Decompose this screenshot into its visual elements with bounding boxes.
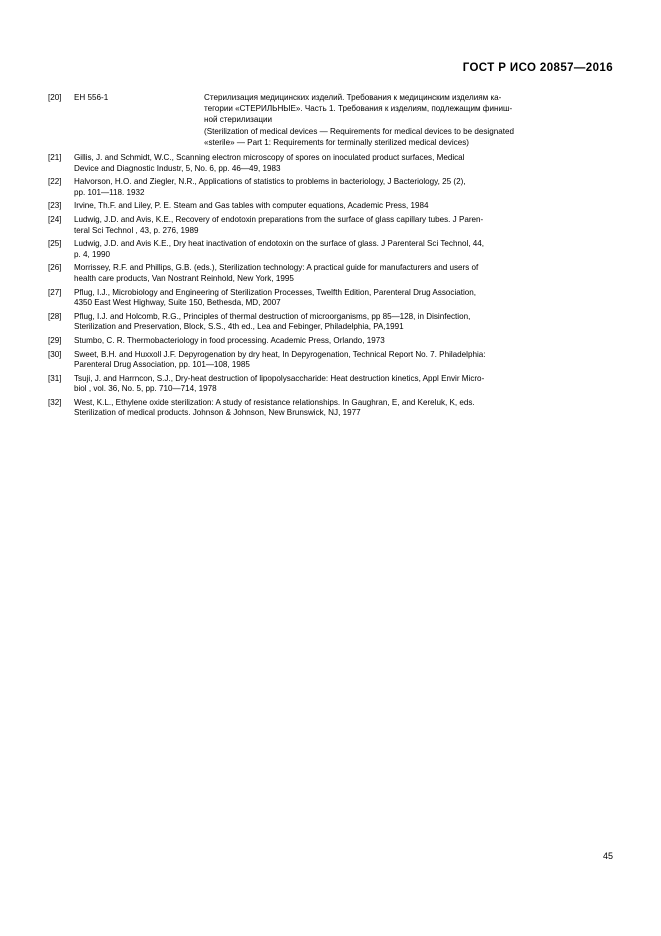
reference-text	[204, 92, 613, 148]
reference-number: [22]	[48, 177, 62, 187]
reference-line: Stumbo, C. R. Thermobacteriology in food processing. Academic Press, Orlando, 1973	[74, 335, 385, 345]
reference-text	[74, 288, 613, 309]
references-list	[48, 92, 613, 422]
reference-number: [26]	[48, 263, 62, 273]
reference-text	[74, 239, 613, 260]
reference-text	[74, 153, 613, 174]
reference-line: Tsuji, J. and Harrncon, S.J., Dry-heat destruction of lipopolysaccharide: Heat destruction kinetics, Appl Envir Micro-	[74, 373, 485, 383]
reference-text	[74, 350, 613, 371]
reference-number: [32]	[48, 397, 62, 407]
reference-line: biol , vol. 36, No. 5, pp. 710—714, 1978	[74, 384, 217, 394]
reference-text	[74, 201, 613, 212]
reference-item	[48, 177, 613, 198]
reference-item	[48, 201, 613, 212]
reference-line: Sweet, B.H. and Huxxoll J.F. Depyrogenation by dry heat, In Depyrogenation, Technical Report No. 7. Philadelphia:	[74, 349, 486, 359]
reference-text	[74, 263, 613, 284]
reference-line: teral Sci Technol , 43, p. 276, 1989	[74, 225, 199, 235]
reference-line: health care products, Van Nostrant Reinhold, New York, 1995	[74, 273, 294, 283]
reference-item	[48, 336, 613, 347]
reference-text	[74, 374, 613, 395]
reference-line: тегории «СТЕРИЛЬНЫЕ». Часть 1. Требования к изделиям, подлежащим финиш-	[204, 104, 513, 114]
reference-line: Ludwig, J.D. and Avis K.E., Dry heat inactivation of endotoxin on the surface of glass. J Parenteral Sci Technol, 44,	[74, 239, 485, 249]
reference-line: Device and Diagnostic Industr, 5, No. 6, pp. 46—49, 1983	[74, 163, 281, 173]
reference-text	[74, 215, 613, 236]
reference-number: [21]	[48, 153, 62, 163]
reference-line: Gillis, J. and Schmidt, W.C., Scanning electron microscopy of spores on inoculated product surfaces, Medical	[74, 153, 465, 163]
reference-line: Стерилизация медицинских изделий. Требования к медицинским изделиям ка-	[204, 93, 502, 102]
reference-line: «sterile» — Part 1: Requirements for terminally sterilized medical devices)	[204, 137, 469, 147]
reference-item	[48, 374, 613, 395]
reference-text	[74, 312, 613, 333]
reference-line: Morrissey, R.F. and Phillips, G.B. (eds.), Sterilization technology: A practical guide for manufacturers and users of	[74, 263, 479, 273]
reference-number: [30]	[48, 349, 62, 359]
page-header-standard-title: ГОСТ Р ИСО 20857—2016	[462, 62, 613, 74]
reference-text	[74, 177, 613, 198]
reference-item	[48, 239, 613, 260]
reference-item	[48, 350, 613, 371]
reference-item	[48, 215, 613, 236]
reference-item	[48, 153, 613, 174]
reference-number: [25]	[48, 239, 62, 249]
reference-item	[48, 263, 613, 284]
reference-number: [31]	[48, 373, 62, 383]
reference-number: [28]	[48, 311, 62, 321]
reference-label: EH 556-1	[74, 93, 109, 102]
reference-line: p. 4, 1990	[74, 249, 111, 259]
reference-text	[74, 398, 613, 419]
reference-text	[74, 336, 613, 347]
reference-number: [24]	[48, 214, 62, 224]
reference-item	[48, 92, 613, 148]
reference-number: [20]	[48, 93, 62, 102]
reference-item	[48, 288, 613, 309]
page-number: 45	[602, 851, 613, 861]
reference-line: Parenteral Drug Association, pp. 101—108, 1985	[74, 360, 250, 370]
reference-number: [27]	[48, 287, 62, 297]
reference-line: Sterilization of medical products. Johnson & Johnson, New Brunswick, NJ, 1977	[74, 408, 361, 418]
reference-line: ной стерилизации	[204, 115, 273, 125]
reference-line: West, K.L., Ethylene oxide sterilization: A study of resistance relationships. In Gaughran, E, and Kereluk, K, eds.	[74, 397, 475, 407]
reference-item	[48, 312, 613, 333]
reference-line: Pflug, I.J., Microbiology and Engineering of Sterilization Processes, Twelfth Edition, Parenteral Drug Association,	[74, 287, 477, 297]
reference-number: [23]	[48, 201, 62, 211]
reference-item	[48, 398, 613, 419]
reference-line: (Sterilization of medical devices — Requirements for medical devices to be designated	[204, 126, 514, 136]
reference-line: Irvine, Th.F. and Liley, P. E. Steam and Gas tables with computer equations, Academic Press, 1984	[74, 201, 429, 211]
reference-line: pp. 101—118. 1932	[74, 187, 145, 197]
reference-line: Ludwig, J.D. and Avis, K.E., Recovery of endotoxin preparations from the surface of glass capillary tubes. J Paren-	[74, 214, 484, 224]
reference-line: Sterilization and Preservation, Block, S.S., 4th ed., Lea and Febinger, Philadelphia, PA,1991	[74, 322, 404, 332]
reference-line: Halvorson, H.O. and Ziegler, N.R., Applications of statistics to problems in bacteriology, J Bacteriology, 25 (2),	[74, 177, 466, 187]
reference-number: [29]	[48, 335, 62, 345]
reference-line: 4350 East West Highway, Suite 150, Bethesda, MD, 2007	[74, 298, 281, 308]
reference-line: Pflug, I.J. and Holcomb, R.G., Principles of thermal destruction of microorganisms, pp 85—128, in Disinfection,	[74, 311, 471, 321]
